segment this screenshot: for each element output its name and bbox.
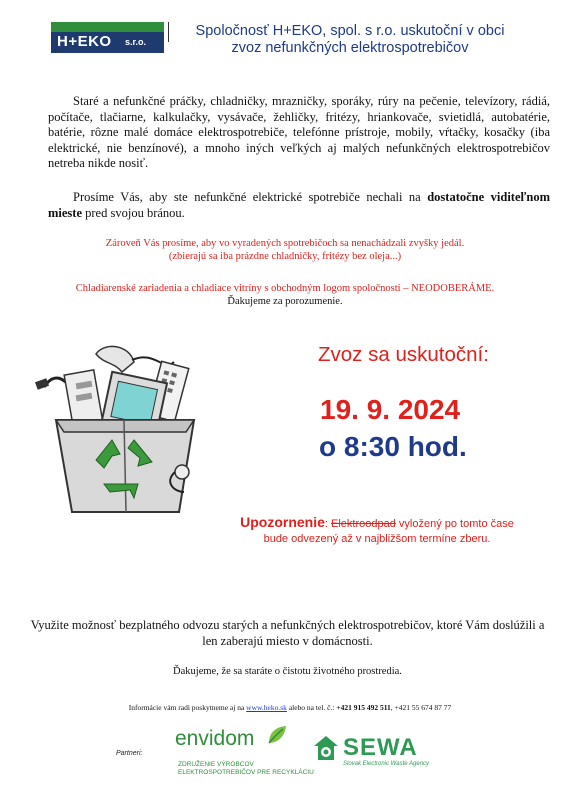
appliance-list-paragraph: Staré a nefunkčné práčky, chladničky, mrazničky, sporáky, rúry na pečenie, televízory, rádiá, počítače, tlačiarne, kalkulačky, vysávače, žehličky, fritézy, hriankovače, svietidlá, autobatérie, batérie, rôzne malé domáce elektrospotrebiče, telefónne prístroje, mobily, vŕtačky, kosačky (iba elektrické, nie benzínové), a mnoho iných veľkých aj malých nefunkčných elektrospotrebičov netreba nikde nosiť. [48, 94, 550, 170]
warning-rest: vyložený po tomto čase [395, 518, 514, 530]
warning-line-2: bude odvezený až v najbližšom termíne zberu. [263, 533, 491, 545]
notice1-line2: (zbierajú sa iba prázdne chladničky, fritézy bez oleja...) [168, 250, 402, 262]
collection-date: 19. 9. 2024 [320, 394, 461, 425]
partners-label: Partneri: [116, 750, 143, 757]
notice2-line1: Chladiarenské zariadenia a chladiace vitríny s obchodným logom spoločnosti – NEODOBERÁME. [75, 283, 495, 294]
notice2-line2: Ďakujeme za porozumenie. [227, 295, 343, 307]
envidom-sub-line1: ZDRUŽENIE VÝROBCOV [178, 761, 254, 768]
collection-time: o 8:30 hod. [319, 431, 467, 462]
refrigeration-notice [30, 283, 540, 308]
sewa-logo-text: SEWA [343, 734, 418, 761]
info-mid: alebo na tel. č.: [286, 703, 337, 712]
title-cursor-line [168, 22, 169, 42]
warning-struck-word: Elektroodpad [331, 518, 396, 530]
page-title [170, 23, 530, 57]
late-waste-warning [212, 515, 542, 547]
warning-colon: : [324, 518, 332, 530]
placement-text-pre: Prosíme Vás, aby ste nefunkčné elektrické spotrebiče nechali na [73, 190, 428, 204]
closing-paragraph: Využite možnosť bezplatného odvozu starých a nefunkčných elektrospotrebičov, ktoré Vám doslúžili a len zaberajú miesto v domácnosti. [30, 618, 545, 648]
warning-line-1 [212, 515, 542, 532]
envidom-logo-text: envidom [175, 727, 255, 750]
title-line-1: Spoločnosť H+EKO, spol. s r.o. uskutoční v obci [195, 23, 505, 39]
phone-primary: +421 915 492 511 [336, 703, 391, 712]
sewa-subtitle: Slovak Electronic Waste Agency [343, 761, 430, 767]
contact-info [20, 703, 560, 712]
recycling-bin-illustration [34, 332, 209, 522]
logo-subtext: s.r.o. [125, 37, 147, 47]
logo-text: H+EKO [57, 33, 112, 50]
title-line-2: zvoz nefunkčných elektrospotrebičov [231, 40, 469, 56]
closing-thanks: Ďakujeme, že sa staráte o čistotu životného prostredia. [173, 666, 402, 677]
notice1-line1: Zároveň Vás prosíme, aby vo vyradených spotrebičoch sa nenachádzali zvyšky jedál. [105, 238, 465, 249]
envidom-subtitle [178, 761, 314, 777]
placement-text-post: pred svojou bránou. [82, 205, 185, 220]
sewa-icon [312, 734, 340, 762]
website-link[interactable]: www.heko.sk [246, 703, 287, 712]
placement-text-bold: dostatočne viditeľnom mieste [48, 190, 550, 220]
warning-heading: Upozornenie [240, 514, 325, 530]
h-eko-logo [51, 22, 164, 53]
logo-green-bar [51, 22, 164, 32]
collection-label: Zvoz sa uskutoční: [318, 343, 489, 366]
info-pre: Informácie vám radi poskytneme aj na [128, 703, 247, 712]
envidom-sub-line2: ELEKTROSPOTREBIČOV PRE RECYKLÁCIU [178, 769, 314, 776]
placement-paragraph [48, 190, 550, 221]
phone-secondary: , +421 55 674 87 77 [390, 703, 452, 712]
food-remains-notice [30, 238, 540, 263]
envidom-leaf-icon [266, 724, 288, 746]
